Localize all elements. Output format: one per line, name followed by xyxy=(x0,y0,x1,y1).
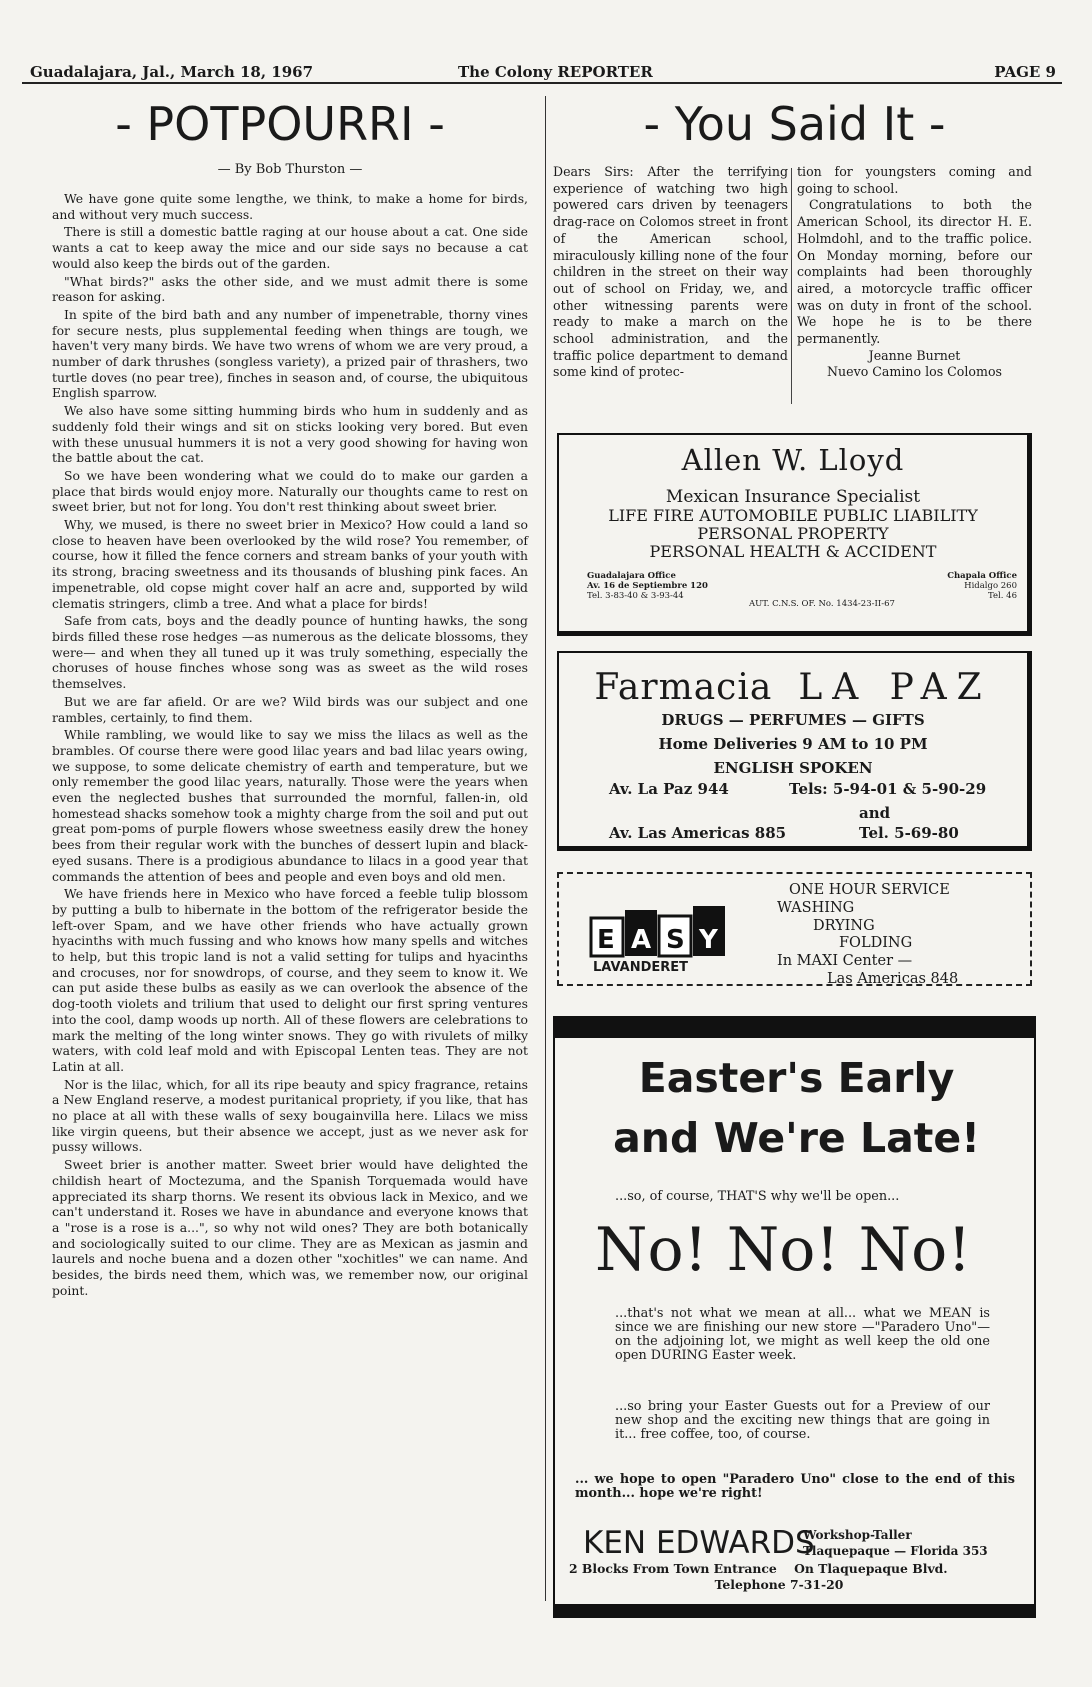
service-line: WASHING xyxy=(777,899,855,916)
ad-paz-line: ENGLISH SPOKEN xyxy=(713,759,873,777)
masthead-page-number: PAGE 9 xyxy=(994,63,1056,81)
chapala-office xyxy=(947,571,1017,601)
paragraph: While rambling, we would like to say we miss the lilacs as well as the brambles. Of course there were good lilac years and bad lilac years owing, we suppose, to some delicate chemistry of earth and temperature, but we only remember the good lilac years, naturally. Those were the years when even the neglected bushes that surrounded the mornful, fallen-in, old homestead shacks somehow took a mighty charge from the soil and put out great pom-poms of purple flowers whose sweetness easily drew the honey bees from their regular work with the bunches of dessert lupin and black-eyed susans. There is a prodigious abundance to lilacs in a good year that commands the attention of bees and people and even boys and old men. xyxy=(52,727,528,884)
masthead-dateline: Guadalajara, Jal., March 18, 1967 xyxy=(30,63,314,81)
ad-paz-name xyxy=(559,667,1027,708)
workshop-title: Workshop-Taller xyxy=(803,1528,912,1542)
guadalajara-office xyxy=(587,571,708,601)
easy-tagline: LAVANDERET xyxy=(593,960,689,975)
paragraph: Nor is the lilac, which, for all its ripe beauty and spicy fragrance, retains a New England reserve, a modest puritanical propriety, if you like, that has no place at all with these walls of sexy bougainvilla here. Lilacs we miss like virgin queens, but their absence we accept, just as we never ask for pussy willows. xyxy=(52,1076,528,1155)
column-divider xyxy=(545,96,546,1601)
ad-ken-paragraph: ... we hope to open "Paradero Uno" close to the end of this month... hope we're right! xyxy=(575,1472,1015,1501)
letter-text: Congratulations to both the American School, its director H. E. Holmdohl, and to the traffic police. On Monday morning, before our complaints had been thoroughly aired, a motorcycle traffic officer was on duty in front of the school. We hope he is to be there permanently. xyxy=(797,197,1032,347)
ad-paz-name-2: LA PAZ xyxy=(798,667,992,708)
ad-paz-location-2 xyxy=(559,824,1027,848)
masthead-paper-name: The Colony REPORTER xyxy=(458,63,653,81)
paragraph: We have friends here in Mexico who have forced a feeble tulip blossom by putting a bulb to hibernate in the bottom of the refrigerator beside the left-over Spam, and we have other friends who have actually grown hyacinths with much fussing and who knows how many spells and witches to help, but this tropic land is not a valid setting for tulips and hyacinths and crocuses, nor for snowdrops, of course, and they seem to know it. We can put aside these bulbs as easily as we can overlook the absence of the dog-tooth violets and trilium that used to delight our first spring ventures into the cool, damp woods up north. All of these flowers are celebrations to mark the melting of the long winter snows. They go with rivulets of milky waters, with cold leaf mold and with Episcopal Lenten teas. They are not Latin at all. xyxy=(52,886,528,1074)
ad-lloyd-name: Allen W. Lloyd xyxy=(681,443,905,477)
svg-text:E: E xyxy=(597,925,615,955)
ad-bottom-bar xyxy=(553,1604,1036,1618)
paragraph: So we have been wondering what we could do to make our garden a place that birds would enjoy more. Naturally our thoughts came to rest on sweet brier, but not for long. You don't rest thinking about sweet brier. xyxy=(52,467,528,515)
address: Av. Las Americas 885 xyxy=(609,824,787,842)
office-address: Hidalgo 260 xyxy=(964,581,1017,591)
ad-ken-name: KEN EDWARDS xyxy=(583,1525,815,1561)
ad-ken-paragraph: ...so bring your Easter Guests out for a Preview of our new shop and the exciting new things that are going in it... free coffee, too, of course. xyxy=(615,1399,990,1442)
potpourri-body xyxy=(52,191,528,1299)
ad-paz-location-1 xyxy=(559,780,1027,804)
easy-service-text xyxy=(777,882,958,989)
ad-allen-lloyd xyxy=(557,433,1032,636)
ad-ken-footer xyxy=(569,1561,1009,1593)
ad-headline-2: and We're Late! xyxy=(613,1114,980,1162)
conjunction: and xyxy=(859,804,891,822)
ad-lloyd-coverage-3: PERSONAL HEALTH & ACCIDENT xyxy=(649,542,937,561)
ad-paz-line: DRUGS — PERFUMES — GIFTS xyxy=(661,711,925,729)
svg-text:A: A xyxy=(631,925,652,955)
service-line: FOLDING xyxy=(839,935,913,952)
you-said-it-column xyxy=(553,96,1036,414)
ad-lloyd-coverage-2: PERSONAL PROPERTY xyxy=(697,524,889,543)
ad-ken-edwards xyxy=(553,1016,1036,1618)
letter-to-editor xyxy=(553,164,1036,414)
office-phone: Tel. 3-83-40 & 3-93-44 xyxy=(587,591,684,601)
ad-lloyd-offices xyxy=(559,571,1027,611)
paragraph: There is still a domestic battle raging at our house about a cat. One side wants a cat to keep away the mice and our side says no because a cat would also keep the birds out of the garden. xyxy=(52,224,528,271)
potpourri-byline: — By Bob Thurston — xyxy=(217,162,363,177)
letter-text: tion for youngsters coming and going to school. xyxy=(797,164,1032,196)
svg-text:Y: Y xyxy=(699,925,718,955)
letter-column-1 xyxy=(553,164,788,381)
paragraph: "What birds?" asks the other side, and we must admit there is some reason for asking. xyxy=(52,273,528,305)
potpourri-column xyxy=(52,96,528,1301)
office-address: Av. 16 de Septiembre 120 xyxy=(587,581,708,591)
ad-top-bar xyxy=(553,1016,1036,1038)
ad-headline-1: Easter's Early xyxy=(638,1054,955,1102)
letter-column-2 xyxy=(797,164,1032,381)
office-title: Guadalajara Office xyxy=(587,571,676,581)
ad-paz-line: Home Deliveries 9 AM to 10 PM xyxy=(658,735,928,753)
letter-signer: Jeanne Burnet xyxy=(868,347,961,363)
ad-farmacia-la-paz xyxy=(557,651,1032,851)
paragraph: Sweet brier is another matter. Sweet brier would have delighted the childish heart of Moctezuma, and the Spanish Torquemada would have appreciated its sharp thorns. We resent its obvious lack in Mexico, and we can't understand it. Roses we have in abundance and everyone knows that a "rose is a rose is a...", so why not wild ones? They are both botanically and sociologically suited to our clime. They are as Mexican as jasmin and laurels and noche buena and a dozen other "xochitles" we can name. And besides, the birds need them, which was, we remember now, our original point. xyxy=(52,1157,528,1298)
ad-ken-nos: No! No! No! xyxy=(595,1215,972,1285)
svg-text:S: S xyxy=(666,925,685,955)
ad-lloyd-coverage-1: LIFE FIRE AUTOMOBILE PUBLIC LIABILITY xyxy=(608,506,978,525)
paragraph: In spite of the bird bath and any number of impenetrable, thorny vines for secure nests, plus supplemental feeding when things are tough, we haven't very many birds. We have two wrens of whom we are very proud, a number of dark thrushes (songless variety), a prized pair of thrashers, two turtle doves (no pear tree), finches in season and, of course, the ubiquitous English sparrow. xyxy=(52,306,528,401)
paragraph: We also have some sitting humming birds who hum in suddenly and as suddenly fold their wings and sit on sticks looking very bored. But even with these unusual hummers it is not a very good showing for having won the battle about the cat. xyxy=(52,403,528,466)
telephone: Telephone 7-31-20 xyxy=(714,1577,844,1592)
directions: 2 Blocks From Town Entrance On Tlaquepaque Blvd. xyxy=(569,1561,948,1576)
ad-paz-and-row xyxy=(559,804,1027,824)
office-title: Chapala Office xyxy=(947,571,1017,581)
workshop-address: Tlaquepaque — Florida 353 xyxy=(803,1544,988,1558)
service-line: ONE HOUR SERVICE xyxy=(789,882,950,898)
ad-easy-lavanderet xyxy=(557,872,1032,986)
service-line: Las Americas 848 xyxy=(827,970,959,987)
address: Av. La Paz 944 xyxy=(609,780,729,798)
paragraph: Safe from cats, boys and the deadly pounce of hunting hawks, the song birds filled these rose hedges —as numerous as the delicate blossoms, they were— and when they all tuned up it was truly something, especially the choruses of house finches whose song was as sweet as the wild roses themselves. xyxy=(52,613,528,692)
masthead xyxy=(22,60,1062,84)
paragraph: We have gone quite some lengthe, we think, to make a home for birds, and without very much success. xyxy=(52,191,528,222)
paragraph: Why, we mused, is there no sweet brier in Mexico? How could a land so close to heaven have been overlooked by the wild rose? You remember, of course, how it filled the fence corners and stream banks of your youth with its strong, bracing sweetness and its thousands of blushing pink faces. An impenetrable, old copse might cover half an acre and, supported by wild clematis stringers, climb a tree. And what a place for birds! xyxy=(52,517,528,611)
letter-address: Nuevo Camino los Colomos xyxy=(827,364,1002,380)
ad-lloyd-subtitle: Mexican Insurance Specialist xyxy=(665,487,921,507)
you-said-it-title: - You Said It - xyxy=(643,97,946,151)
letter-text: Dears Sirs: After the terrifying experience of watching two high powered cars driven by teenagers drag-race on Colomos street in front of the American school, miraculously killing none of the four children in the street on their way out of school on Friday, we, and other witnessing parents were ready to make a march on the school administration, and the traffic police department to demand some kind of protec- xyxy=(553,164,788,380)
phone: Tels: 5-94-01 & 5-90-29 xyxy=(789,780,987,798)
paragraph: But we are far afield. Or are we? Wild birds was our subject and one rambles, certainly, to find them. xyxy=(52,693,528,725)
ad-ken-workshop xyxy=(803,1527,988,1559)
service-line: DRYING xyxy=(813,917,875,934)
ad-ken-line: ...so, of course, THAT'S why we'll be open... xyxy=(615,1189,900,1204)
ad-paz-name-1: Farmacia xyxy=(594,667,773,708)
potpourri-title: - POTPOURRI - xyxy=(115,97,445,151)
office-phone: Tel. 46 xyxy=(988,591,1017,601)
service-line: In MAXI Center — xyxy=(777,953,913,970)
letter-divider xyxy=(791,168,792,404)
phone: Tel. 5-69-80 xyxy=(859,824,959,842)
license-number: AUT. C.N.S. OF. No. 1434-23-II-67 xyxy=(749,599,895,609)
ad-ken-paragraph: ...that's not what we mean at all... what we MEAN is since we are finishing our new store —"Paradero Uno"— on the adjoining lot, we might as well keep the old one open DURING Easter week. xyxy=(615,1306,990,1363)
